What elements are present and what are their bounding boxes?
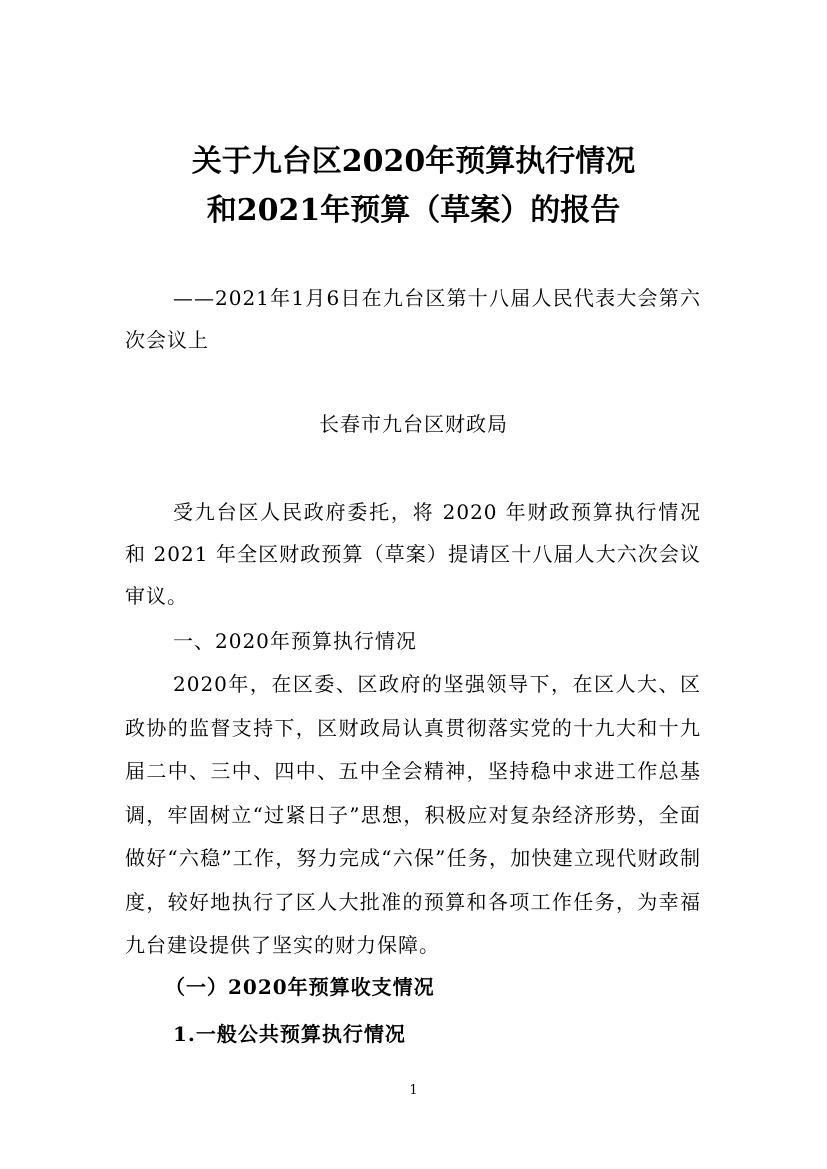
document-subtitle: ——2021年1月6日在九台区第十八届人民代表大会第六次会议上 xyxy=(125,286,701,352)
document-title-line-1: 关于九台区2020年预算执行情况 xyxy=(191,144,636,179)
subsection-heading: （一）2020年预算收支情况 xyxy=(165,975,435,999)
body-paragraph: 2020年，在区委、区政府的坚强领导下，在区人大、区政协的监督支持下，区财政局认真贯彻落实党的十九大和十九届二中、三中、四中、五中全会精神，坚持稳中求进工作总基调，牢固树立“过紧日子”思想，积极应对复杂经济形势，全面做好“六稳”工作，努力完成“六保”任务，加快建立现代财政制度，较好地执行了区人大批准的预算和各项工作任务，为幸福九台建设提供了坚实的财力保障。 xyxy=(125,672,701,957)
document-title-line-2: 和2021年预算（草案）的报告 xyxy=(206,193,621,228)
subsubsection-heading: 1.一般公共预算执行情况 xyxy=(173,1022,406,1046)
document-author: 长春市九台区财政局 xyxy=(319,412,508,436)
page-number: 1 xyxy=(409,1083,418,1098)
section-heading: 一、2020年预算执行情况 xyxy=(173,629,417,653)
intro-paragraph: 受九台区人民政府委托，将 2020 年财政预算执行情况和 2021 年全区财政预算（草案）提请区十八届人大六次会议审议。 xyxy=(125,500,701,608)
